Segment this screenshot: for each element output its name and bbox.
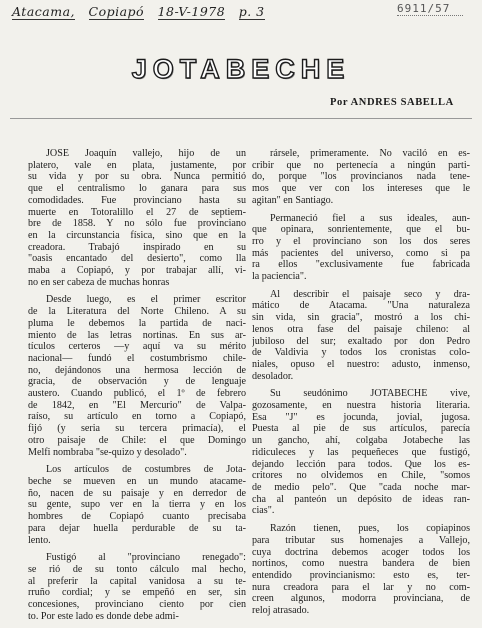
article-line: la paciencia". (252, 271, 307, 283)
article-paragraph (28, 552, 246, 622)
left-column (28, 148, 246, 628)
article-line: Su seudónimo JOTABECHE vive, (270, 388, 470, 400)
handwritten-city: Copiapó (88, 4, 145, 19)
article-line: sin vida, sin gracia", mostró a los chi- (252, 312, 470, 324)
article-line: Al describir el paisaje seco y dra- (270, 288, 470, 300)
article-line: tículos certeros —y aquí va su mérito (28, 341, 246, 353)
article-line: de Valdivia y todos los cronistas colo- (252, 347, 470, 359)
article-line: Desde luego, es el primer escritor (46, 294, 246, 306)
article-line: su gente, supo ver en la tierra y en los (28, 499, 246, 511)
article-line: Fustigó al "provinciano renegado": (46, 552, 246, 564)
article-line: que el centralismo lo ganara para sus (28, 183, 246, 195)
article-line: cias". (252, 505, 275, 517)
article-line: nacional— fundó el costumbrismo chile- (28, 352, 246, 364)
article-line: más pacientes del universo, como si pa (252, 247, 470, 259)
article-line: ño, nacen de su paisaje y en derredor de (28, 487, 246, 499)
article-line: de la Literatura del Norte Chileno. A su (28, 306, 246, 318)
article-line: al preferir la capital vanidosa a su te- (28, 575, 246, 587)
article-line: rruño cordial; y se empeñó en ser, sin (28, 587, 246, 599)
article-paragraph (28, 294, 246, 458)
article-line: platero, vale en plata, justamente, por (28, 159, 246, 171)
article-paragraph (28, 464, 246, 546)
article-line: concesiones, provinciano ciento por cien (28, 599, 246, 611)
article-title: JOTABECHE (131, 54, 351, 84)
article-line: agitan" en Santiago. (252, 194, 334, 206)
article-line: Permaneció fiel a sus ideales, aun- (270, 212, 470, 224)
article-line: Los artículos de costumbres de Jota- (46, 464, 246, 476)
article-line: JOSE Joaquín vallejo, hijo de un (46, 148, 246, 159)
article-paragraph (252, 213, 470, 283)
article-line: para dejar huella perdurable de su ta- (28, 522, 246, 534)
article-line: austero. Cuando publicó, el 1º de febrero (28, 388, 246, 400)
article-line: entendido provincianismo: esto es, ter- (252, 569, 470, 581)
article-line: jubiloso del sur; exaltado por don Pedro (252, 335, 470, 347)
handwritten-annotation (12, 4, 372, 19)
article-line: creadora. Trabajó inspirado en su (28, 241, 246, 253)
article-line: do, porque "los provincianos nada tene- (252, 171, 470, 183)
handwritten-date: 18-V-1978 (157, 4, 226, 19)
article-line: critores no olvidemos en Chile, "somos (252, 470, 470, 482)
article-line: beche se mueven en un mundo atacame- (28, 475, 246, 487)
article-line: Melfi nombraba "se-quizo y desolado". (28, 446, 187, 458)
article-line: otro paisaje de Chile: el que Domingo (28, 434, 246, 446)
article-line: un gancho, ahí, colgaba Jotabeche las (252, 435, 470, 447)
article-line: creen algunos, modorra provinciana, de (252, 593, 470, 605)
article-line: maba a Copiapó, y por trabajar allí, vi- (28, 265, 246, 277)
article-line: rro y el provinciano son los dos seres (252, 235, 470, 247)
article-line: raíso, su artículo en torno a Copiapó, (28, 411, 246, 423)
article-byline: Por ANDRES SABELLA (330, 97, 454, 108)
article-line: gozosamente, en nuestra historia literaria. (252, 400, 470, 412)
article-line: bre de 1858. Y no sólo fue provinciano (28, 218, 246, 230)
article-line: lenos otra fase del paisaje chileno: al (252, 323, 470, 335)
article-line: "oasis encantado del desierto", como lla (28, 253, 246, 265)
article-line: no, dejándonos una hermosa lección de (28, 364, 246, 376)
article-paragraph (28, 148, 246, 288)
article-line: fijó (y seria su tercera primacía), el (28, 423, 246, 435)
article-paragraph (252, 289, 470, 383)
article-line: en la circunstancia física, sino que en la (28, 229, 246, 241)
article-line: Esa "J" es jocunda, jovial, jugosa. (252, 411, 470, 423)
article-line: su vida y por su obra. Nunca permitió (28, 171, 246, 183)
article-line: comodidades. Fue provinciano hasta su (28, 194, 246, 206)
article-line: ridiculeces y las pequeñeces que fustigó, (252, 446, 470, 458)
article-paragraph (252, 388, 470, 517)
article-line: nortinos, como nuestra bandera de bien (252, 558, 470, 570)
article-line: dejando lección para todos. Que los es- (252, 458, 470, 470)
article-line: ra ellos "exclusivamente fue fabricada (252, 259, 470, 271)
right-column (252, 148, 470, 623)
article-line: no en ser cabeza de muchas honras (28, 276, 170, 288)
article-line: Razón tienen, pues, los copiapinos (270, 523, 470, 535)
article-line: desolador. (252, 370, 294, 382)
article-line: hombres de Copiapó cuanto precisaba (28, 511, 246, 523)
article-line: de 1842, en "El Mercurio" de Valpa- (28, 399, 246, 411)
article-line: pluma le debemos la partida de naci- (28, 317, 246, 329)
article-line: niales, opuso el nuestro: adusto, inmenso, (252, 358, 470, 370)
archive-stamp: 6911/57 (397, 2, 463, 16)
article-line: nura creadora para el lar y no com- (252, 581, 470, 593)
article-line: Puesta al pie de sus artículos, parecía (252, 423, 470, 435)
article-line: gracia, de observación y de lenguaje (28, 376, 246, 388)
article-line: que opinara, sonrientemente, que el bu- (252, 224, 470, 236)
article-line: mático de Atacama. "Una naturaleza (252, 300, 470, 312)
article-line: de medio pelo". Que "cada noche mar- (252, 481, 470, 493)
article-line: cuya doctrina debemos acoger todos los (252, 546, 470, 558)
handwritten-page: p. 3 (238, 4, 265, 19)
article-line: lento. (28, 534, 51, 546)
article-line: miento de las letras nortinas. En sus ar- (28, 329, 246, 341)
article-line: to. Por este lado es donde debe admi- (28, 610, 179, 622)
article-line: cribir que no pertenecía a ningún parti- (252, 159, 470, 171)
article-line: se rió de su tonto cálculo mal hecho, (28, 563, 246, 575)
article-line: rársele, primeramente. No vaciló en es- (270, 148, 470, 159)
article-paragraph (252, 148, 470, 207)
article-line: mos que ver con los intereses que le (252, 183, 470, 195)
article-line: cha al panteón un depósito de ideas ran- (252, 493, 470, 505)
article-paragraph (252, 523, 470, 617)
handwritten-place: Atacama, (12, 4, 76, 19)
article-line: para tributar sus homenajes a Vallejo, (252, 534, 470, 546)
article-line: reloj atrasado. (252, 605, 310, 617)
article-line: muerte en Totoralillo el 27 de septiem- (28, 206, 246, 218)
header-divider (10, 118, 472, 119)
